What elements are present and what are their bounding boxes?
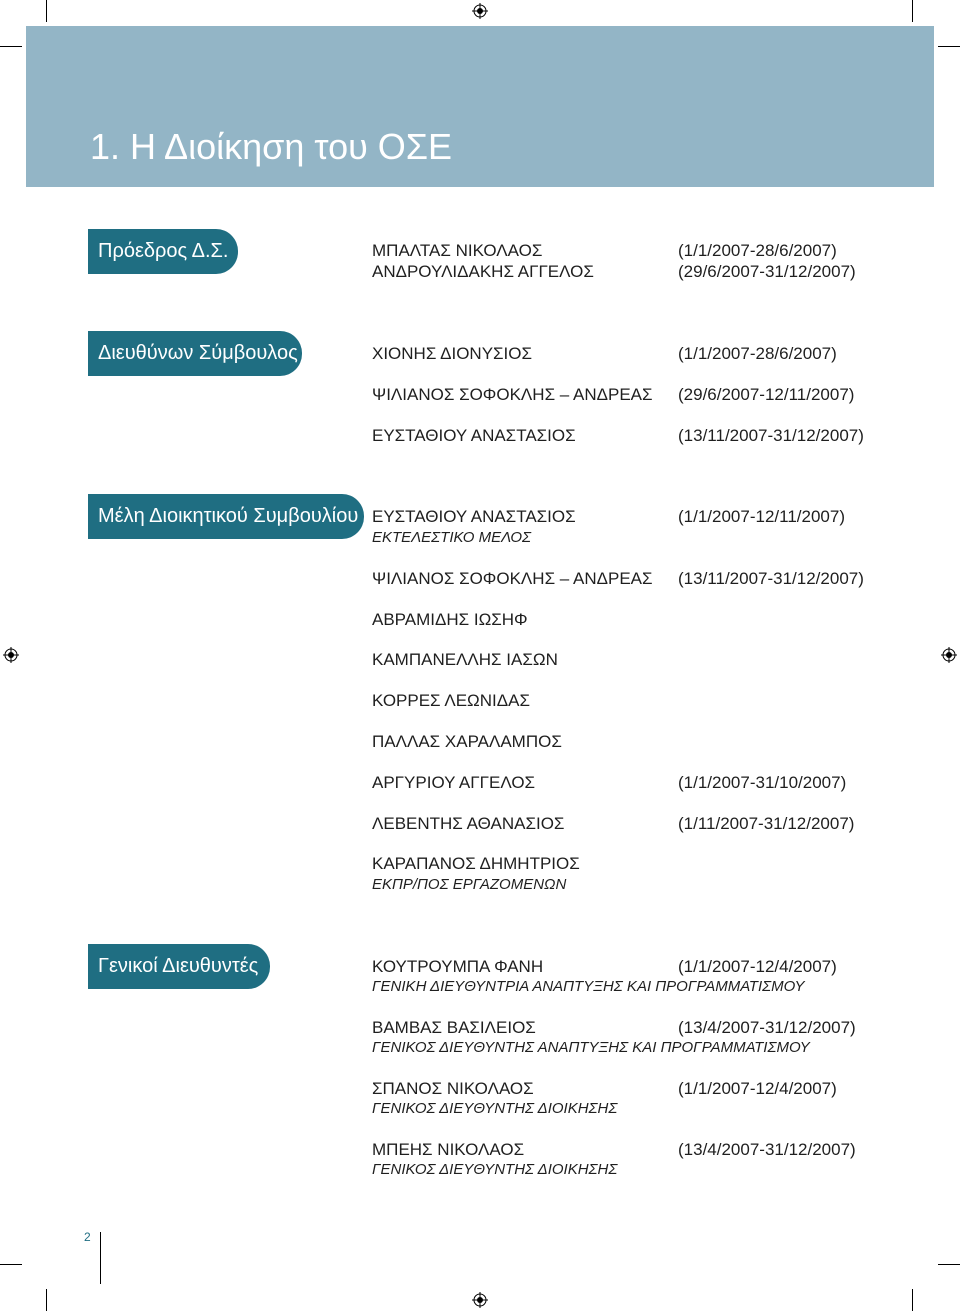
header-banner bbox=[26, 26, 934, 187]
member-name: ΑΒΡΑΜΙΔΗΣ ΙΩΣΗΦ bbox=[372, 610, 528, 629]
member-name: ΠΑΛΛΑΣ ΧΑΡΑΛΑΜΠΟΣ bbox=[372, 732, 562, 751]
trim-mark bbox=[0, 46, 22, 47]
member-name: ΚΟΡΡΕΣ ΛΕΩΝΙΔΑΣ bbox=[372, 691, 530, 710]
trim-mark bbox=[938, 1264, 960, 1265]
member-period: (1/1/2007-31/10/2007) bbox=[678, 773, 847, 792]
page-title: 1. Η Διοίκηση του ΟΣΕ bbox=[90, 126, 453, 167]
member-period: (1/1/2007-12/4/2007) bbox=[678, 957, 837, 976]
member-period: (13/4/2007-31/12/2007) bbox=[678, 1140, 856, 1159]
member-role: ΓΕΝΙΚΗ ΔΙΕΥΘΥΝΤΡΙΑ ΑΝΑΠΤΥΞΗΣ ΚΑΙ ΠΡΟΓΡΑΜΜΑΤΙΣΜΟΥ bbox=[372, 978, 805, 995]
member-period: (1/1/2007-12/4/2007) bbox=[678, 1079, 837, 1098]
member-role: ΓΕΝΙΚΟΣ ΔΙΕΥΘΥΝΤΗΣ ΔΙΟΙΚΗΣΗΣ bbox=[372, 1100, 618, 1117]
registration-mark-icon bbox=[472, 3, 488, 19]
member-period: (29/6/2007-12/11/2007) bbox=[678, 385, 855, 404]
member-name: ΑΝΔΡΟΥΛΙΔΑΚΗΣ ΑΓΓΕΛΟΣ bbox=[372, 262, 594, 281]
trim-mark bbox=[0, 1264, 22, 1265]
page-number: 2 bbox=[84, 1230, 91, 1244]
member-period: (13/11/2007-31/12/2007) bbox=[678, 426, 864, 445]
member-name: ΕΥΣΤΑΘΙΟΥ ΑΝΑΣΤΑΣΙΟΣ bbox=[372, 507, 576, 526]
footer-rule bbox=[100, 1232, 101, 1284]
section-label-president: Πρόεδρος Δ.Σ. bbox=[88, 229, 238, 274]
member-name: ΚΑΜΠΑΝΕΛΛΗΣ ΙΑΣΩΝ bbox=[372, 650, 558, 669]
member-role: ΕΚΠΡ/ΠΟΣ ΕΡΓΑΖΟΜΕΝΩΝ bbox=[372, 876, 567, 893]
member-name: ΚΑΡΑΠΑΝΟΣ ΔΗΜΗΤΡΙΟΣ bbox=[372, 854, 580, 873]
member-name: ΨΙΛΙΑΝΟΣ ΣΟΦΟΚΛΗΣ – ΑΝΔΡΕΑΣ bbox=[372, 569, 653, 588]
trim-mark bbox=[938, 46, 960, 47]
trim-mark bbox=[46, 1289, 47, 1311]
member-period: (1/1/2007-12/11/2007) bbox=[678, 507, 845, 526]
trim-mark bbox=[912, 0, 913, 22]
trim-mark bbox=[912, 1289, 913, 1311]
registration-mark-icon bbox=[3, 647, 19, 663]
member-name: ΣΠΑΝΟΣ ΝΙΚΟΛΑΟΣ bbox=[372, 1079, 534, 1098]
member-period: (13/11/2007-31/12/2007) bbox=[678, 569, 864, 588]
section-label-board: Μέλη Διοικητικού Συμβουλίου bbox=[88, 494, 364, 539]
member-name: ΛΕΒΕΝΤΗΣ ΑΘΑΝΑΣΙΟΣ bbox=[372, 814, 565, 833]
member-name: ΑΡΓΥΡΙΟΥ ΑΓΓΕΛΟΣ bbox=[372, 773, 536, 792]
member-period: (29/6/2007-31/12/2007) bbox=[678, 262, 856, 281]
member-period: (1/1/2007-28/6/2007) bbox=[678, 241, 837, 260]
member-name: ΒΑΜΒΑΣ ΒΑΣΙΛΕΙΟΣ bbox=[372, 1018, 536, 1037]
member-name: ΚΟΥΤΡΟΥΜΠΑ ΦΑΝΗ bbox=[372, 957, 544, 976]
registration-mark-icon bbox=[941, 647, 957, 663]
member-period: (1/1/2007-28/6/2007) bbox=[678, 344, 837, 363]
member-period: (1/11/2007-31/12/2007) bbox=[678, 814, 855, 833]
member-role: ΓΕΝΙΚΟΣ ΔΙΕΥΘΥΝΤΗΣ ΑΝΑΠΤΥΞΗΣ ΚΑΙ ΠΡΟΓΡΑΜΜΑΤΙΣΜΟΥ bbox=[372, 1039, 810, 1056]
member-period: (13/4/2007-31/12/2007) bbox=[678, 1018, 856, 1037]
member-name: ΨΙΛΙΑΝΟΣ ΣΟΦΟΚΛΗΣ – ΑΝΔΡΕΑΣ bbox=[372, 385, 653, 404]
member-name: ΜΠΕΗΣ ΝΙΚΟΛΑΟΣ bbox=[372, 1140, 525, 1159]
member-name: ΧΙΟΝΗΣ ΔΙΟΝΥΣΙΟΣ bbox=[372, 344, 533, 363]
section-label-directors: Γενικοί Διευθυντές bbox=[88, 944, 270, 989]
member-role: ΓΕΝΙΚΟΣ ΔΙΕΥΘΥΝΤΗΣ ΔΙΟΙΚΗΣΗΣ bbox=[372, 1161, 618, 1178]
trim-mark bbox=[46, 0, 47, 22]
registration-mark-icon bbox=[472, 1292, 488, 1308]
section-label-ceo: Διευθύνων Σύμβουλος bbox=[88, 331, 302, 376]
member-role: ΕΚΤΕΛΕΣΤΙΚΟ ΜΕΛΟΣ bbox=[372, 529, 532, 546]
member-name: ΜΠΑΛΤΑΣ ΝΙΚΟΛΑΟΣ bbox=[372, 241, 543, 260]
member-name: ΕΥΣΤΑΘΙΟΥ ΑΝΑΣΤΑΣΙΟΣ bbox=[372, 426, 576, 445]
